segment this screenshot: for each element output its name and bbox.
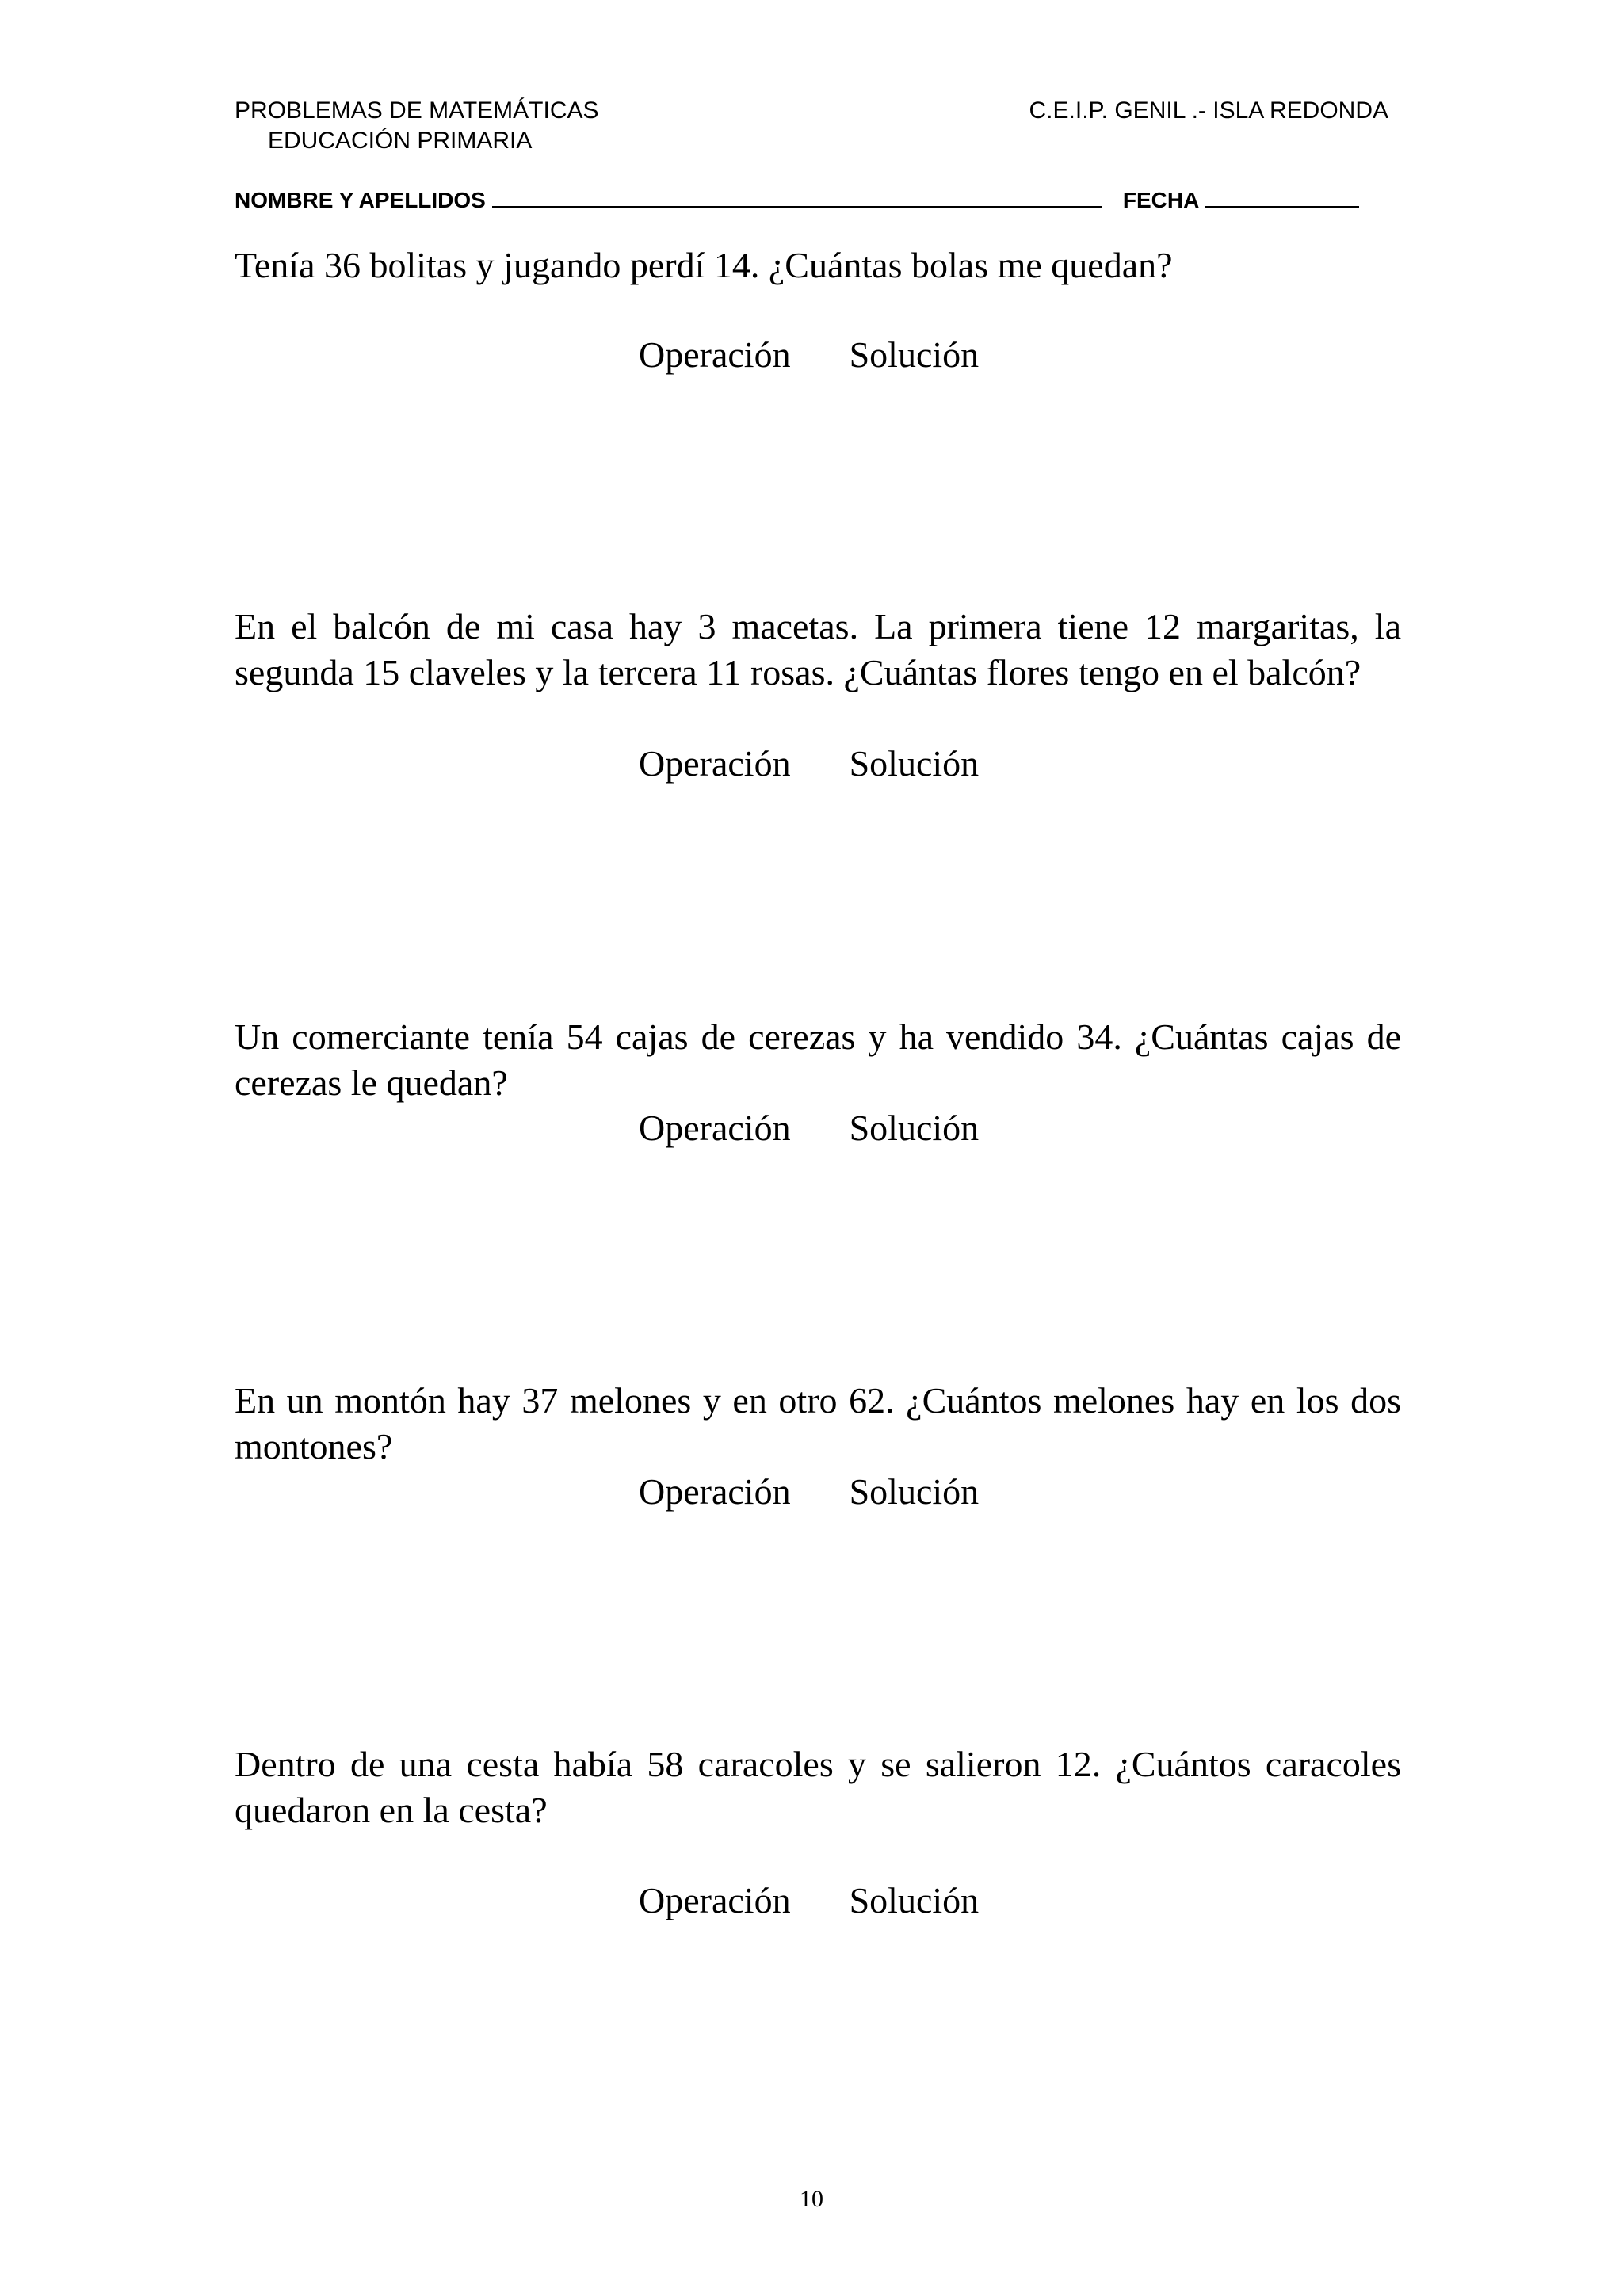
problem-text: En el balcón de mi casa hay 3 macetas. La primera tiene 12 margaritas, la segunda 15 claveles y la tercera 11 rosas. ¿Cuántas flores tengo en el balcón? (235, 606, 1401, 692)
answer-labels-3 (639, 1105, 979, 1151)
problem-text: Dentro de una cesta había 58 caracoles y se salieron 12. ¿Cuántos caracoles quedaron en la cesta? (235, 1744, 1401, 1830)
solution-label: Solución (849, 1880, 980, 1920)
answer-labels-2 (639, 741, 979, 787)
problem-text: En un montón hay 37 melones y en otro 62. ¿Cuántos melones hay en los dos montones? (235, 1380, 1401, 1466)
problem-text: Tenía 36 bolitas y jugando perdí 14. ¿Cuántas bolas me quedan? (235, 245, 1173, 285)
operation-label: Operación (639, 1471, 791, 1512)
answer-labels-4 (639, 1469, 979, 1515)
date-field[interactable] (1205, 182, 1359, 208)
header-left (235, 96, 599, 156)
problem-5 (235, 1741, 1401, 1833)
problem-1 (235, 242, 1401, 288)
solution-label: Solución (849, 1471, 980, 1512)
header-subject: PROBLEMAS DE MATEMÁTICAS (235, 97, 599, 124)
student-info-row (235, 181, 1398, 213)
header-level: EDUCACIÓN PRIMARIA (268, 128, 533, 154)
problem-text: Un comerciante tenía 54 cajas de cerezas y ha vendido 34. ¿Cuántas cajas de cerezas le quedan? (235, 1016, 1401, 1103)
operation-label: Operación (639, 743, 791, 784)
answer-labels-1 (639, 332, 979, 378)
date-label: FECHA (1122, 188, 1200, 212)
name-label: NOMBRE Y APELLIDOS (235, 188, 486, 212)
problem-4 (235, 1378, 1401, 1470)
solution-label: Solución (849, 743, 980, 784)
solution-label: Solución (849, 334, 980, 375)
name-field[interactable] (492, 182, 1102, 208)
answer-labels-5 (639, 1878, 979, 1924)
solution-label: Solución (849, 1108, 980, 1148)
operation-label: Operación (639, 1880, 791, 1920)
page-number: 10 (800, 2186, 823, 2212)
problem-3 (235, 1014, 1401, 1106)
problem-2 (235, 604, 1401, 696)
operation-label: Operación (639, 334, 791, 375)
operation-label: Operación (639, 1108, 791, 1148)
header-school: C.E.I.P. GENIL .- ISLA REDONDA (1029, 97, 1388, 124)
